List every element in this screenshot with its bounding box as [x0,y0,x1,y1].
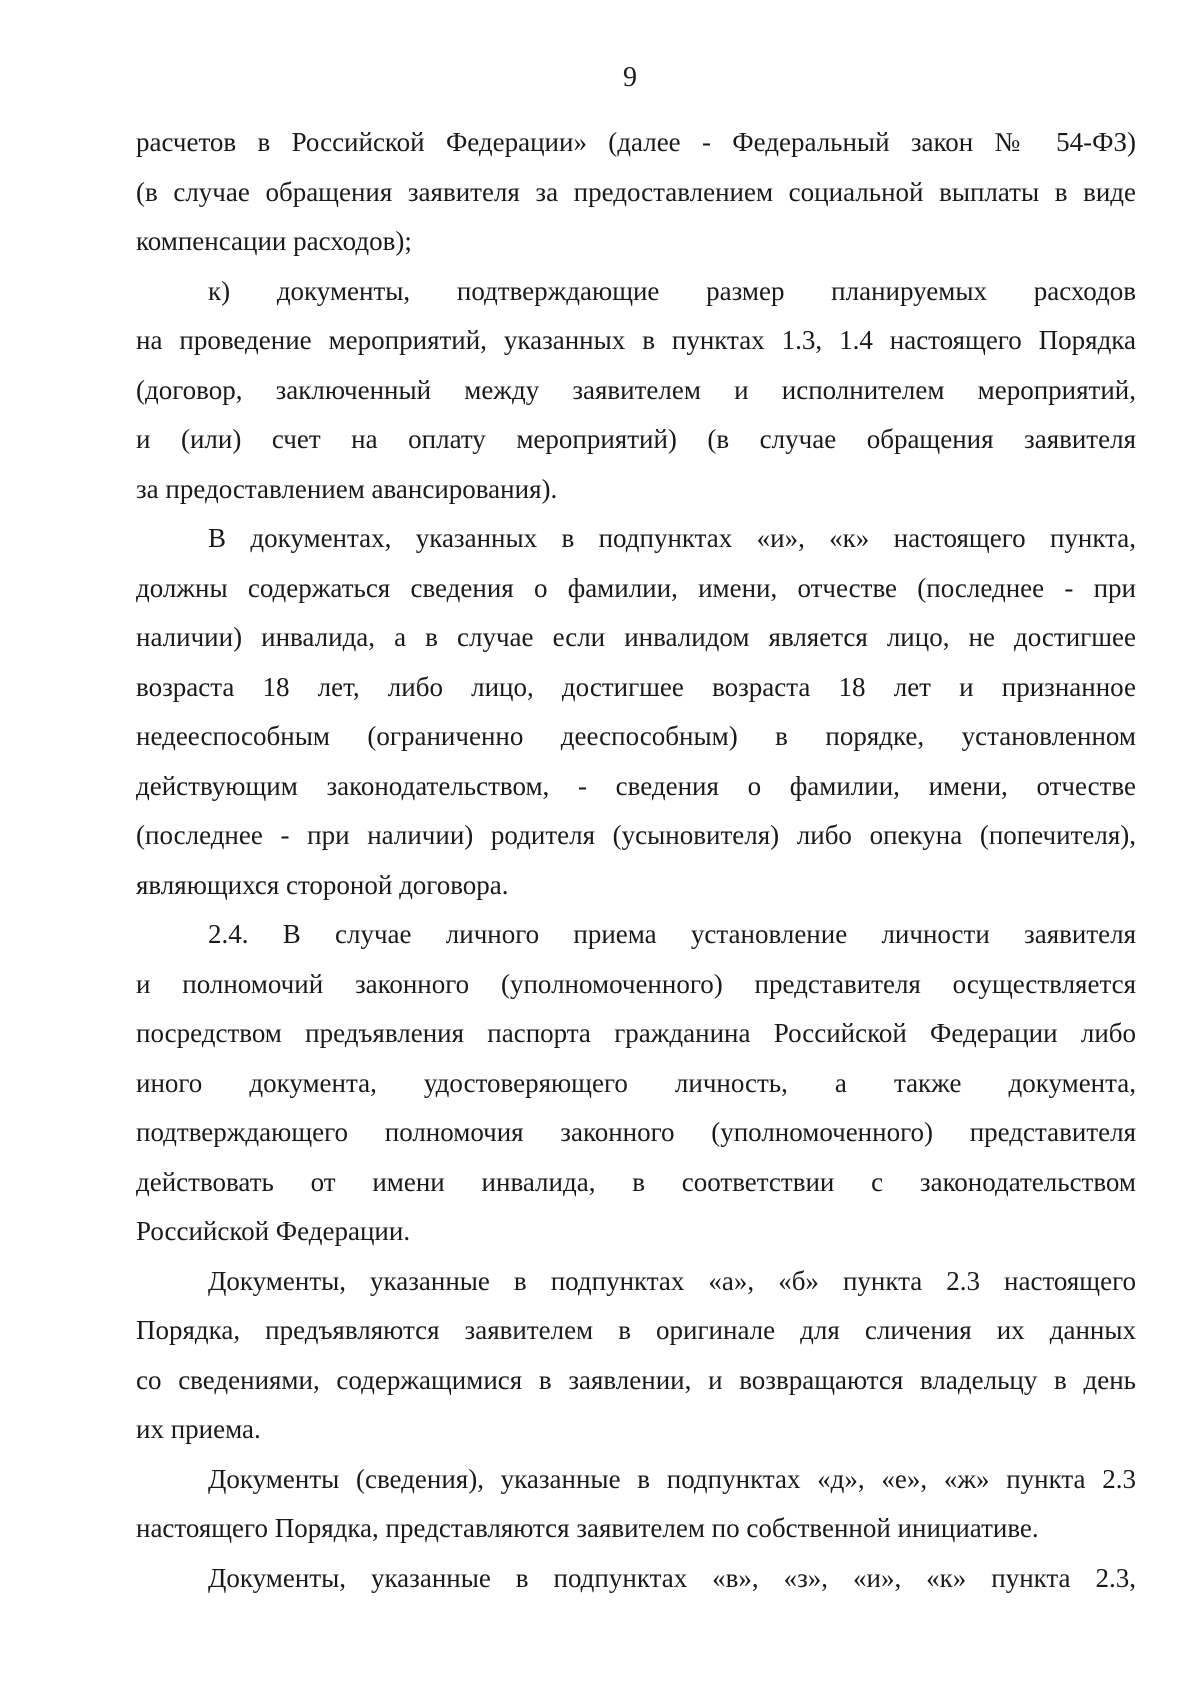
text-line: расчетов в Российской Федерации» (далее - Федеральный закон № 54-ФЗ) [136,127,1136,157]
text-line: компенсации расходов); [136,226,412,256]
text-line: к) документы, подтверждающие размер планируемых расходов [208,275,1136,306]
text-line: настоящего Порядка, представляются заявителем по собственной инициативе. [136,1513,1039,1543]
text-line: должны содержаться сведения о фамилии, имени, отчестве (последнее - при [136,572,1136,603]
text-line: действующим законодательством, - сведения о фамилии, имени, отчестве [136,770,1136,801]
paragraph-p4 [136,910,1136,1257]
paragraph-p7 [136,1554,1136,1604]
text-line: действовать от имени инвалида, в соответствии с законодательством [136,1166,1136,1197]
paragraph-p3 [136,514,1136,910]
text-line: (договор, заключенный между заявителем и исполнителем мероприятий, [136,374,1136,405]
text-line: наличии) инвалида, а в случае если инвалидом является лицо, не достигшее [136,622,1136,652]
text-line: иного документа, удостоверяющего личность, а также документа, [136,1067,1136,1098]
paragraph-p6 [136,1455,1136,1554]
page-number: 9 [623,62,637,93]
document-body [136,118,1136,1603]
text-line: являющихся стороной договора. [136,869,509,900]
text-line: Документы, указанные в подпунктах «в», «з», «и», «к» пункта 2.3, [208,1562,1136,1593]
text-line: подтверждающего полномочия законного (уполномоченного) представителя [136,1117,1136,1147]
text-line: Порядка, предъявляются заявителем в оригинале для сличения их данных [136,1315,1136,1345]
text-line: за предоставлением авансирования). [136,473,558,504]
text-line: Документы, указанные в подпунктах «а», «б» пункта 2.3 настоящего [208,1265,1136,1296]
text-line: В документах, указанных в подпунктах «и», «к» настоящего пункта, [208,523,1136,553]
text-line: и (или) счет на оплату мероприятий) (в случае обращения заявителя [136,424,1136,454]
paragraph-p2 [136,267,1136,515]
text-line: со сведениями, содержащимися в заявлении, и возвращаются владельцу в день [136,1364,1136,1395]
text-line: (в случае обращения заявителя за предоставлением социальной выплаты в виде [136,176,1136,207]
text-line: их приема. [136,1414,261,1444]
text-line: Документы (сведения), указанные в подпунктах «д», «е», «ж» пункта 2.3 [208,1463,1136,1494]
text-line: на проведение мероприятий, указанных в пунктах 1.3, 1.4 настоящего Порядка [136,325,1136,355]
text-line: и полномочий законного (уполномоченного) представителя осуществляется [136,968,1136,999]
paragraph-p5 [136,1257,1136,1455]
text-line: 2.4. В случае личного приема установление личности заявителя [208,919,1136,949]
text-line: возраста 18 лет, либо лицо, достигшее возраста 18 лет и признанное [136,671,1136,702]
paragraph-p1 [136,118,1136,267]
text-line: посредством предъявления паспорта гражданина Российской Федерации либо [136,1018,1136,1048]
text-line: Российской Федерации. [136,1216,411,1246]
text-line: (последнее - при наличии) родителя (усыновителя) либо опекуна (попечителя), [136,820,1136,850]
text-line: недееспособным (ограниченно дееспособным) в порядке, установленном [136,721,1136,751]
